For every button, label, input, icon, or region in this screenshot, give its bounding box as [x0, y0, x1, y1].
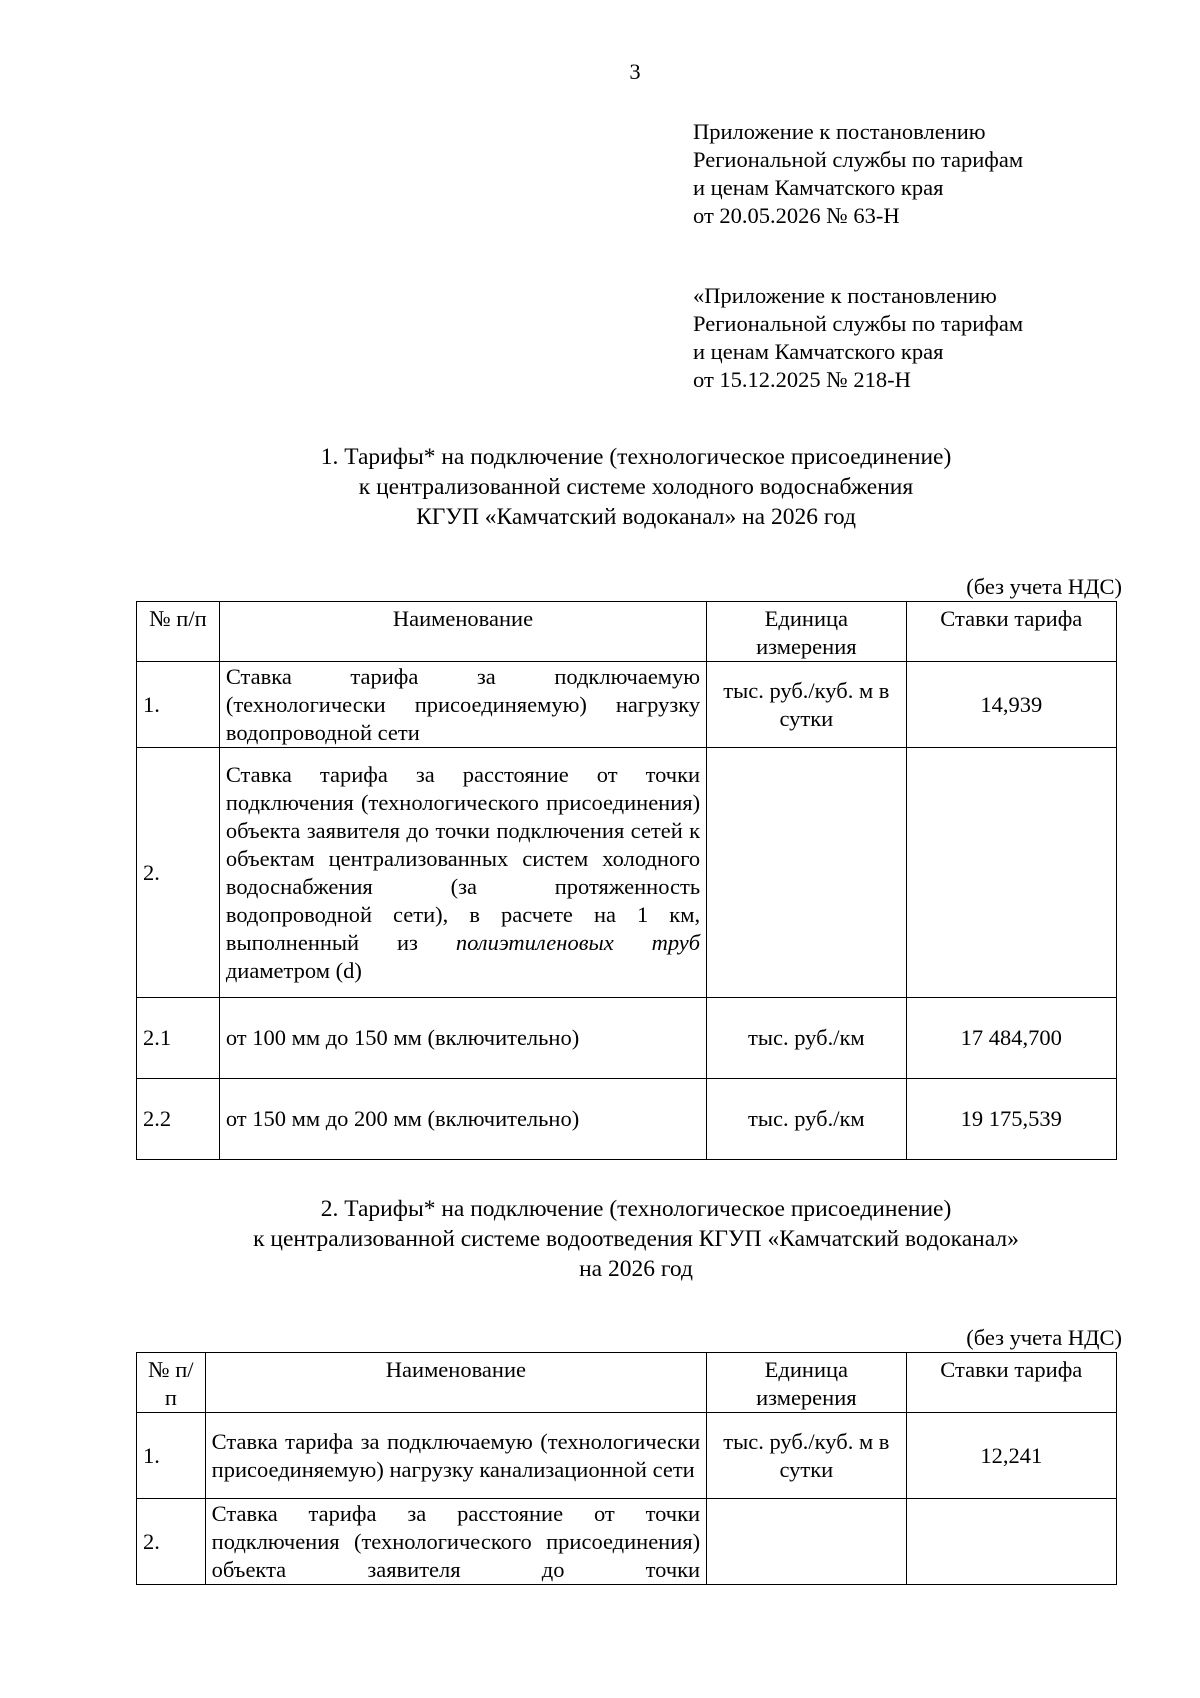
title-line: к централизованной системе водоотведения КГУП «Камчатский водоканал»: [253, 1226, 1019, 1252]
section2-title: [136, 1194, 1136, 1284]
header-unit: Единица измерения: [707, 602, 906, 662]
table-header-row: [137, 602, 1117, 662]
table-row: [137, 748, 1117, 998]
row-name: от 100 мм до 150 мм (включительно): [219, 998, 706, 1079]
row-num: 2.1: [137, 998, 220, 1079]
title-line: на 2026 год: [579, 1256, 693, 1282]
header-num: № п/п: [137, 602, 220, 662]
vat-note: (без учета НДС): [966, 1325, 1122, 1350]
row-num: 1.: [137, 662, 220, 748]
title-line: КГУП «Камчатский водоканал» на 2026 год: [416, 504, 856, 530]
row-rate: 17 484,700: [906, 998, 1116, 1079]
section1-title: [136, 442, 1136, 532]
appendix-line: Региональной службы по тарифам: [693, 147, 1024, 172]
row-num: 2.: [137, 748, 220, 998]
header-name: Наименование: [219, 602, 706, 662]
wastewater-tariff-table: [136, 1352, 1117, 1585]
row-name: от 150 мм до 200 мм (включительно): [219, 1079, 706, 1160]
appendix-line: и ценам Камчатского края: [693, 175, 944, 200]
row-rate: 14,939: [906, 662, 1116, 748]
row-name-italic: полиэтиленовых труб: [455, 929, 701, 955]
title-line: к централизованной системе холодного водоснабжения: [358, 474, 914, 500]
table-row: [137, 662, 1117, 748]
row-name-text: Ставка тарифа за расстояние от точки подключения (технологического присоединения) объекта заявителя до точки подключения сетей к объектам централизованных систем холодного водоснабжения (за протяженность водопроводной сети), в расчете на 1 км, выполненный из: [225, 761, 701, 955]
row-name-tail: диаметром (d): [225, 957, 362, 983]
row-unit: тыс. руб./км: [707, 998, 906, 1079]
row-unit: тыс. руб./куб. м в сутки: [707, 662, 906, 748]
appendix-previous: [693, 282, 1193, 394]
row-unit: тыс. руб./куб. м в сутки: [707, 1413, 906, 1499]
row-name: [219, 748, 706, 998]
row-unit: тыс. руб./км: [707, 1079, 906, 1160]
row-rate: [906, 1499, 1116, 1585]
header-name: Наименование: [205, 1353, 706, 1413]
page-number: 3: [629, 59, 641, 84]
row-name: [219, 662, 706, 748]
appendix-line: от 15.12.2025 № 218-Н: [693, 367, 911, 392]
header-rate: Ставки тарифа: [906, 602, 1116, 662]
appendix-line: Региональной службы по тарифам: [693, 311, 1024, 336]
row-unit: [707, 748, 906, 998]
row-name-text: Ставка тарифа за подключаемую (технологически присоединяемую) нагрузку водопроводной сети: [225, 663, 701, 745]
appendix-line: «Приложение к постановлению: [693, 283, 997, 308]
row-num: 1.: [137, 1413, 206, 1499]
row-name: Ставка тарифа за расстояние от точки подключения (технологического присоединения) объекта заявителя до точки: [205, 1499, 706, 1585]
title-line: 1. Тарифы* на подключение (технологическое присоединение): [320, 444, 952, 470]
row-num: 2.: [137, 1499, 206, 1585]
appendix-line: и ценам Камчатского края: [693, 339, 944, 364]
header-num: № п/п: [137, 1353, 206, 1413]
row-rate: 19 175,539: [906, 1079, 1116, 1160]
header-unit: Единица измерения: [707, 1353, 906, 1413]
appendix-line: от 20.05.2026 № 63-Н: [693, 203, 900, 228]
appendix-current: [693, 118, 1193, 230]
table-row: [137, 1413, 1117, 1499]
row-unit: [707, 1499, 906, 1585]
table-header-row: [137, 1353, 1117, 1413]
vat-note: (без учета НДС): [966, 574, 1122, 599]
row-rate: [906, 748, 1116, 998]
appendix-line: Приложение к постановлению: [693, 119, 986, 144]
row-name: [205, 1413, 706, 1499]
table-row: [137, 998, 1117, 1079]
water-supply-tariff-table: [136, 601, 1117, 1160]
title-line: 2. Тарифы* на подключение (технологическое присоединение): [320, 1196, 952, 1222]
table-row: [137, 1079, 1117, 1160]
row-num: 2.2: [137, 1079, 220, 1160]
row-rate: 12,241: [906, 1413, 1116, 1499]
header-rate: Ставки тарифа: [906, 1353, 1116, 1413]
table-row: [137, 1499, 1117, 1585]
row-name-text: Ставка тарифа за подключаемую (технологически присоединяемую) нагрузку канализационной сети: [211, 1428, 701, 1482]
